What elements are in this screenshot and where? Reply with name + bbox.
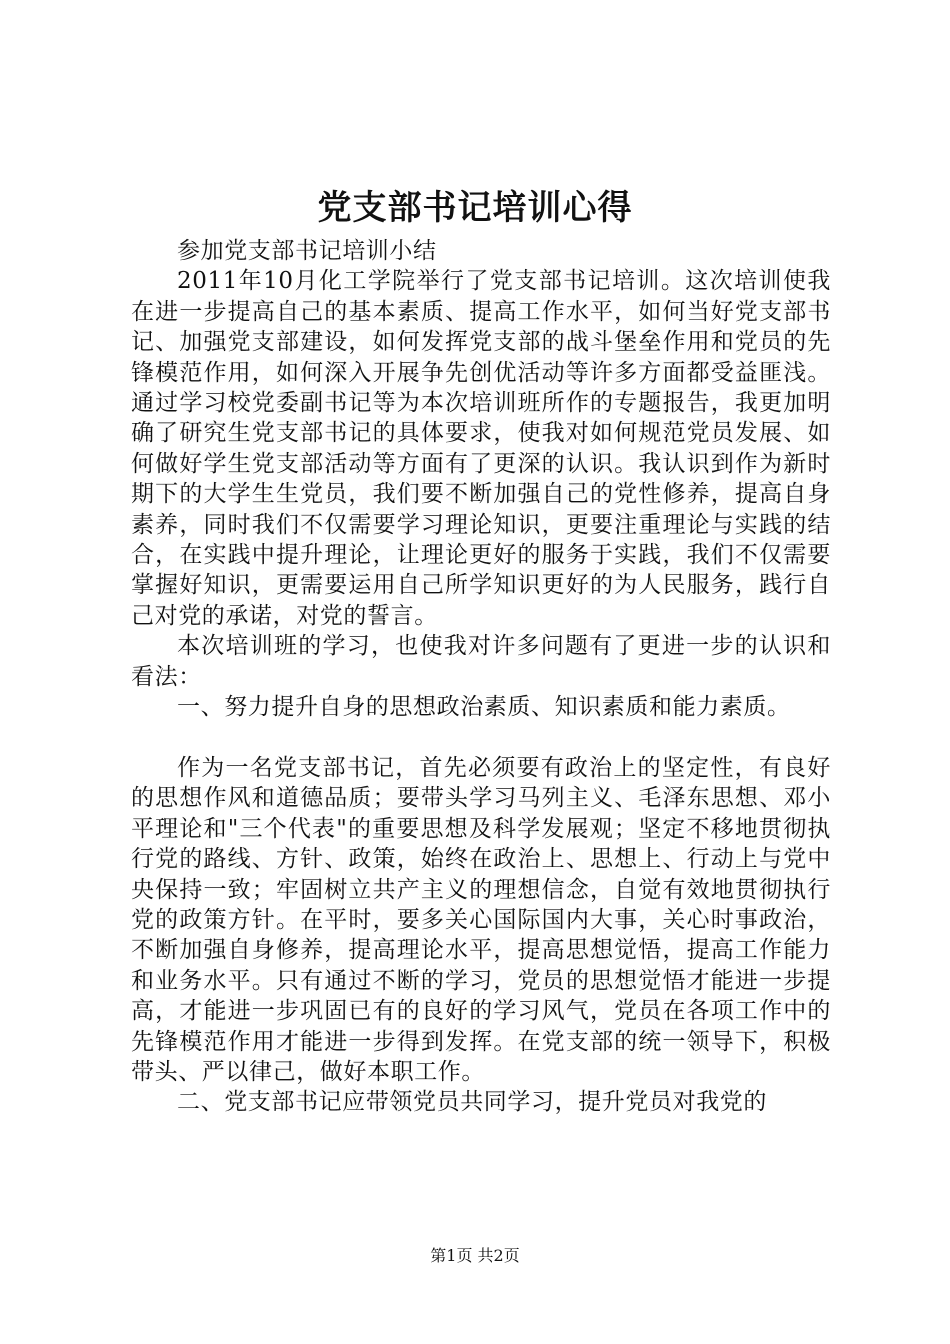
paragraph-heading-two: 二、党支部书记应带领党员共同学习，提升党员对我党的: [177, 1089, 767, 1116]
document-title: 党支部书记培训心得: [317, 188, 633, 228]
page-footer: 第1页 共2页: [430, 1246, 520, 1265]
paragraph-views: 本次培训班的学习，也使我对许多问题有了更进一步的认识和看法：: [131, 633, 831, 690]
paragraph-political-quality: 作为一名党支部书记，首先必须要有政治上的坚定性，有良好的思想作风和道德品质；要带头学习马列主义、毛泽东思想、邓小平理论和"三个代表"的重要思想及科学发展观；坚定不移地贯彻执行党的路线、方针、政策，始终在政治上、思想上、行动上与党中央保持一致；牢固树立共产主义的理想信念，自觉有效地贯彻执行党的政策方针。在平时，要多关心国际国内大事，关心时事政治，不断加强自身修养，提高理论水平，提高思想觉悟，提高工作能力和业务水平。只有通过不断的学习，党员的思想觉悟才能进一步提高，才能进一步巩固已有的良好的学习风气，党员在各项工作中的先锋模范作用才能进一步得到发挥。在党支部的统一领导下，积极带头、严以律己，做好本职工作。: [131, 754, 831, 1085]
document-body: [131, 236, 831, 1118]
paragraph-intro: 2011年10月化工学院举行了党支部书记培训。这次培训使我在进一步提高自己的基本素质、提高工作水平，如何当好党支部书记、加强党支部建设，如何发挥党支部的战斗堡垒作用和党员的先锋模范作用，如何深入开展争先创优活动等许多方面都受益匪浅。通过学习校党委副书记等为本次培训班所作的专题报告，我更加明确了研究生党支部书记的具体要求，使我对如何规范党员发展、如何做好学生党支部活动等方面有了更深的认识。我认识到作为新时期下的大学生生党员，我们要不断加强自己的党性修养，提高自身素养，同时我们不仅需要学习理论知识，更要注重理论与实践的结合，在实践中提升理论，让理论更好的服务于实践，我们不仅需要掌握好知识，更需要运用自己所学知识更好的为人民服务，践行自己对党的承诺，对党的誓言。: [131, 268, 831, 629]
paragraph-subtitle: 参加党支部书记培训小结: [177, 238, 437, 264]
paragraph-heading-one: 一、努力提升自身的思想政治素质、知识素质和能力素质。: [177, 694, 791, 721]
blank-line: [131, 723, 831, 753]
